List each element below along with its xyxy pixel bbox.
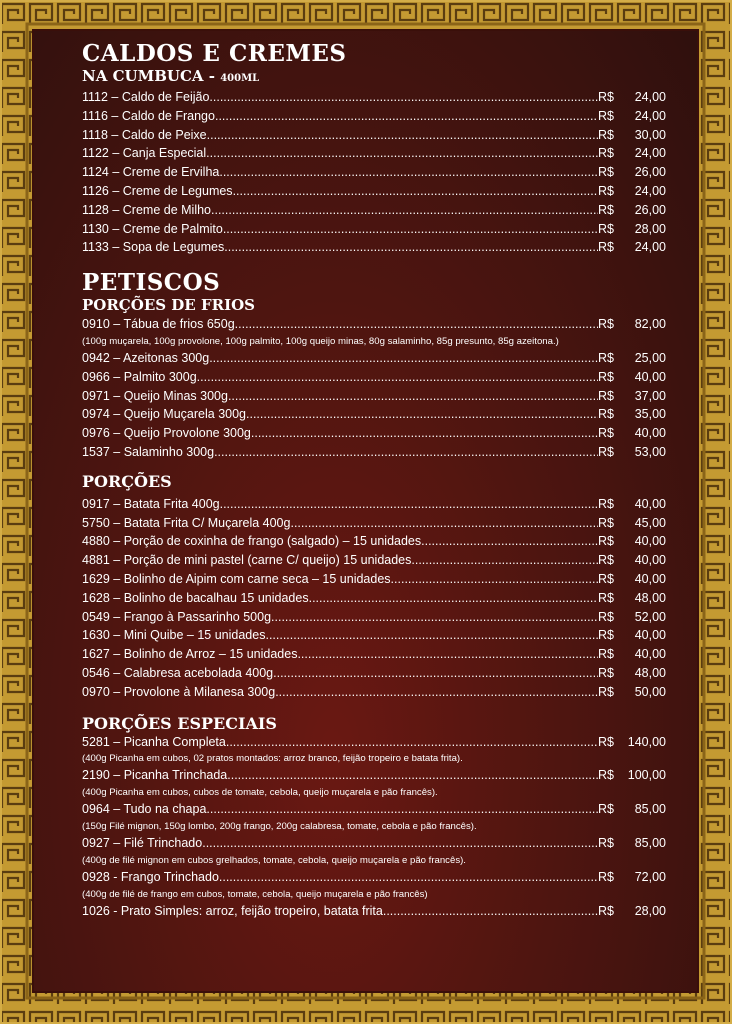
frios-list xyxy=(82,349,666,462)
item-price: 24,00 xyxy=(634,146,666,161)
item-currency: R$ xyxy=(598,903,614,918)
item-currency: R$ xyxy=(598,647,614,662)
item-price: 100,00 xyxy=(627,768,666,783)
menu-item xyxy=(82,551,666,570)
item-currency: R$ xyxy=(598,202,614,217)
item-price: 24,00 xyxy=(634,240,666,255)
menu-item xyxy=(82,163,666,182)
item-price: 40,00 xyxy=(634,369,666,384)
leader-dots xyxy=(383,902,598,921)
item-price: 40,00 xyxy=(634,571,666,586)
item-currency: R$ xyxy=(598,317,614,332)
item-name: 4881 – Porção de mini pastel (carne C/ queijo) 15 unidades xyxy=(82,553,412,568)
item-name: 5750 – Batata Frita C/ Muçarela 400g xyxy=(82,515,291,530)
item-name: 0966 – Palmito 300g xyxy=(82,369,197,384)
menu-item xyxy=(82,387,666,406)
item-name: 0942 – Azeitonas 300g xyxy=(82,350,210,365)
leader-dots xyxy=(219,868,598,887)
item-price: 53,00 xyxy=(634,444,666,459)
item-price: 40,00 xyxy=(634,647,666,662)
item-price: 85,00 xyxy=(634,802,666,817)
item-currency: R$ xyxy=(598,90,614,104)
section-subtitle-frios: PORÇÕES DE FRIOS xyxy=(82,296,255,315)
item-currency: R$ xyxy=(598,768,614,783)
item-name: 4880 – Porção de coxinha de frango (salgado) – 15 unidades xyxy=(82,534,422,549)
item-price: 35,00 xyxy=(634,407,666,422)
leader-dots xyxy=(226,733,598,752)
menu-item xyxy=(82,570,666,589)
item-price: 40,00 xyxy=(634,426,666,441)
item-name: 0974 – Queijo Muçarela 300g xyxy=(82,407,247,422)
item-name: 1122 – Canja Especial xyxy=(82,146,207,161)
item-currency: R$ xyxy=(598,590,614,605)
item-name: 0928 - Frango Trinchado xyxy=(82,869,219,884)
leader-dots xyxy=(206,800,598,819)
menu-item xyxy=(82,315,666,334)
menu-content xyxy=(82,40,666,920)
leader-dots xyxy=(309,589,598,608)
leader-dots xyxy=(197,368,598,387)
item-currency: R$ xyxy=(598,221,614,236)
leader-dots xyxy=(391,570,598,589)
item-price: 28,00 xyxy=(634,221,666,236)
leader-dots xyxy=(273,664,598,683)
menu-item xyxy=(82,201,666,220)
menu-item xyxy=(82,608,666,627)
item-price: 85,00 xyxy=(634,835,666,850)
menu-item xyxy=(82,182,666,201)
item-name: 0917 – Batata Frita 400g xyxy=(82,496,220,511)
menu-item xyxy=(82,683,666,702)
item-price: 40,00 xyxy=(634,628,666,643)
item-currency: R$ xyxy=(598,240,614,255)
item-currency: R$ xyxy=(598,665,614,680)
item-currency: R$ xyxy=(598,407,614,422)
subtitle-size: 400ML xyxy=(220,73,260,84)
item-name: 1116 – Caldo de Frango xyxy=(82,108,215,123)
item-currency: R$ xyxy=(598,609,614,624)
item-note: (400g de filé mignon em cubos grelhados, tomate, cebola, queijo muçarela e pão francês). xyxy=(82,854,466,866)
item-currency: R$ xyxy=(598,571,614,586)
section-title-especiais: PORÇÕES ESPECIAIS xyxy=(82,713,277,733)
menu-item xyxy=(82,514,666,533)
leader-dots xyxy=(265,626,598,645)
caldos-list xyxy=(82,88,666,257)
leader-dots xyxy=(207,126,598,145)
item-name: 0549 – Frango à Passarinho 500g xyxy=(82,609,272,624)
menu-item xyxy=(82,443,666,462)
item-currency: R$ xyxy=(598,146,614,161)
leader-dots xyxy=(209,349,598,368)
leader-dots xyxy=(233,182,598,201)
leader-dots xyxy=(411,551,598,570)
item-currency: R$ xyxy=(598,388,614,403)
leader-dots xyxy=(275,683,598,702)
item-price: 25,00 xyxy=(634,350,666,365)
item-price: 52,00 xyxy=(634,609,666,624)
item-currency: R$ xyxy=(598,802,614,817)
item-currency: R$ xyxy=(598,628,614,643)
item-price: 24,00 xyxy=(634,90,666,104)
item-currency: R$ xyxy=(598,165,614,180)
menu-item xyxy=(82,368,666,387)
menu-item xyxy=(82,834,666,853)
item-name: 2190 – Picanha Trinchada xyxy=(82,768,228,783)
leader-dots xyxy=(219,163,598,182)
item-name: 1026 - Prato Simples: arroz, feijão tropeiro, batata frita xyxy=(82,903,383,918)
menu-item xyxy=(82,733,666,752)
item-note: (400g Picanha em cubos, cubos de tomate, cebola, queijo muçarela e pão francês). xyxy=(82,787,438,799)
item-price: 40,00 xyxy=(634,553,666,568)
menu-item xyxy=(82,238,666,257)
item-name: 1130 – Creme de Palmito xyxy=(82,221,223,236)
item-name: 1128 – Creme de Milho xyxy=(82,202,212,217)
menu-item xyxy=(82,405,666,424)
menu-item xyxy=(82,626,666,645)
leader-dots xyxy=(223,220,598,239)
menu-item xyxy=(82,126,666,145)
menu-item xyxy=(82,800,666,819)
leader-dots xyxy=(211,201,598,220)
menu-item xyxy=(82,107,666,126)
item-price: 26,00 xyxy=(634,202,666,217)
item-currency: R$ xyxy=(598,684,614,699)
item-price: 26,00 xyxy=(634,165,666,180)
menu-item xyxy=(82,144,666,163)
porcoes-list xyxy=(82,495,666,702)
item-currency: R$ xyxy=(598,734,614,749)
item-currency: R$ xyxy=(598,426,614,441)
menu-item xyxy=(82,532,666,551)
item-price: 40,00 xyxy=(634,534,666,549)
leader-dots xyxy=(227,766,598,785)
item-currency: R$ xyxy=(598,350,614,365)
item-price: 30,00 xyxy=(634,127,666,142)
section-title-porcoes: PORÇÕES xyxy=(82,471,172,491)
leader-dots xyxy=(209,88,598,107)
item-currency: R$ xyxy=(598,108,614,123)
item-price: 48,00 xyxy=(634,665,666,680)
section-subtitle-caldos xyxy=(82,67,666,88)
item-name: 1112 – Caldo de Feijão xyxy=(82,90,210,104)
item-note: (100g muçarela, 100g provolone, 100g palmito, 100g queijo minas, 80g salaminho, 85g presunto, 85g azeitona.) xyxy=(82,335,559,347)
menu-item xyxy=(82,645,666,664)
item-note: (400g Picanha em cubos, 02 pratos montados: arroz branco, feijão tropeiro e batata frita). xyxy=(82,753,463,765)
menu-item xyxy=(82,495,666,514)
subtitle-text: NA CUMBUCA - xyxy=(82,67,215,85)
leader-dots xyxy=(202,834,598,853)
menu-item xyxy=(82,902,666,921)
item-name: 1118 – Caldo de Peixe xyxy=(82,127,207,142)
item-price: 48,00 xyxy=(634,590,666,605)
item-name: 0976 – Queijo Provolone 300g xyxy=(82,426,251,441)
leader-dots xyxy=(228,387,598,406)
especiais-list xyxy=(82,733,666,921)
leader-dots xyxy=(215,107,598,126)
section-title-petiscos: PETISCOS xyxy=(82,269,221,297)
menu-item xyxy=(82,589,666,608)
leader-dots xyxy=(271,608,598,627)
item-note: (400g de filé de frango em cubos, tomate, cebola, queijo muçarela e pão francês) xyxy=(82,888,428,900)
item-price: 24,00 xyxy=(634,108,666,123)
menu-item xyxy=(82,349,666,368)
menu-item xyxy=(82,88,666,107)
item-name: 0970 – Provolone à Milanesa 300g xyxy=(82,684,276,699)
item-price: 45,00 xyxy=(634,515,666,530)
leader-dots xyxy=(290,514,598,533)
item-name: 1629 – Bolinho de Aipim com carne seca – 15 unidades xyxy=(82,571,391,586)
menu-item xyxy=(82,220,666,239)
leader-dots xyxy=(251,424,598,443)
item-name: 1133 – Sopa de Legumes xyxy=(82,240,225,255)
item-price: 140,00 xyxy=(627,734,666,749)
leader-dots xyxy=(206,144,598,163)
item-price: 82,00 xyxy=(634,317,666,332)
item-price: 40,00 xyxy=(634,496,666,511)
item-currency: R$ xyxy=(598,183,614,198)
item-price: 37,00 xyxy=(634,388,666,403)
item-currency: R$ xyxy=(598,369,614,384)
leader-dots xyxy=(220,495,598,514)
leader-dots xyxy=(224,238,598,257)
item-name: 1627 – Bolinho de Arroz – 15 unidades xyxy=(82,647,298,662)
item-currency: R$ xyxy=(598,127,614,142)
item-currency: R$ xyxy=(598,534,614,549)
item-name: 0964 – Tudo na chapa xyxy=(82,802,207,817)
item-name: 1537 – Salaminho 300g xyxy=(82,444,215,459)
item-name: 0910 – Tábua de frios 650g xyxy=(82,317,235,332)
section-title-caldos: CALDOS E CREMES xyxy=(82,40,347,67)
item-currency: R$ xyxy=(598,869,614,884)
item-note: (150g Filé mignon, 150g lombo, 200g frango, 200g calabresa, tomate, cebola e pão francês). xyxy=(82,820,477,832)
item-price: 28,00 xyxy=(634,903,666,918)
item-name: 5281 – Picanha Completa xyxy=(82,734,226,749)
item-currency: R$ xyxy=(598,444,614,459)
item-name: 0971 – Queijo Minas 300g xyxy=(82,388,228,403)
item-price: 24,00 xyxy=(634,183,666,198)
leader-dots xyxy=(421,532,598,551)
item-name: 0927 – Filé Trinchado xyxy=(82,835,203,850)
item-name: 1124 – Creme de Ervilha xyxy=(82,165,220,180)
item-price: 50,00 xyxy=(634,684,666,699)
item-name: 1630 – Mini Quibe – 15 unidades xyxy=(82,628,266,643)
menu-item xyxy=(82,766,666,785)
leader-dots xyxy=(297,645,598,664)
item-currency: R$ xyxy=(598,496,614,511)
item-currency: R$ xyxy=(598,835,614,850)
item-name: 1126 – Creme de Legumes xyxy=(82,183,233,198)
item-currency: R$ xyxy=(598,553,614,568)
item-name: 0546 – Calabresa acebolada 400g xyxy=(82,665,274,680)
leader-dots xyxy=(246,405,598,424)
item-name: 1628 – Bolinho de bacalhau 15 unidades xyxy=(82,590,309,605)
leader-dots xyxy=(214,443,598,462)
leader-dots xyxy=(235,315,598,334)
menu-item xyxy=(82,664,666,683)
menu-item xyxy=(82,424,666,443)
item-price: 72,00 xyxy=(634,869,666,884)
item-currency: R$ xyxy=(598,515,614,530)
menu-item xyxy=(82,868,666,887)
